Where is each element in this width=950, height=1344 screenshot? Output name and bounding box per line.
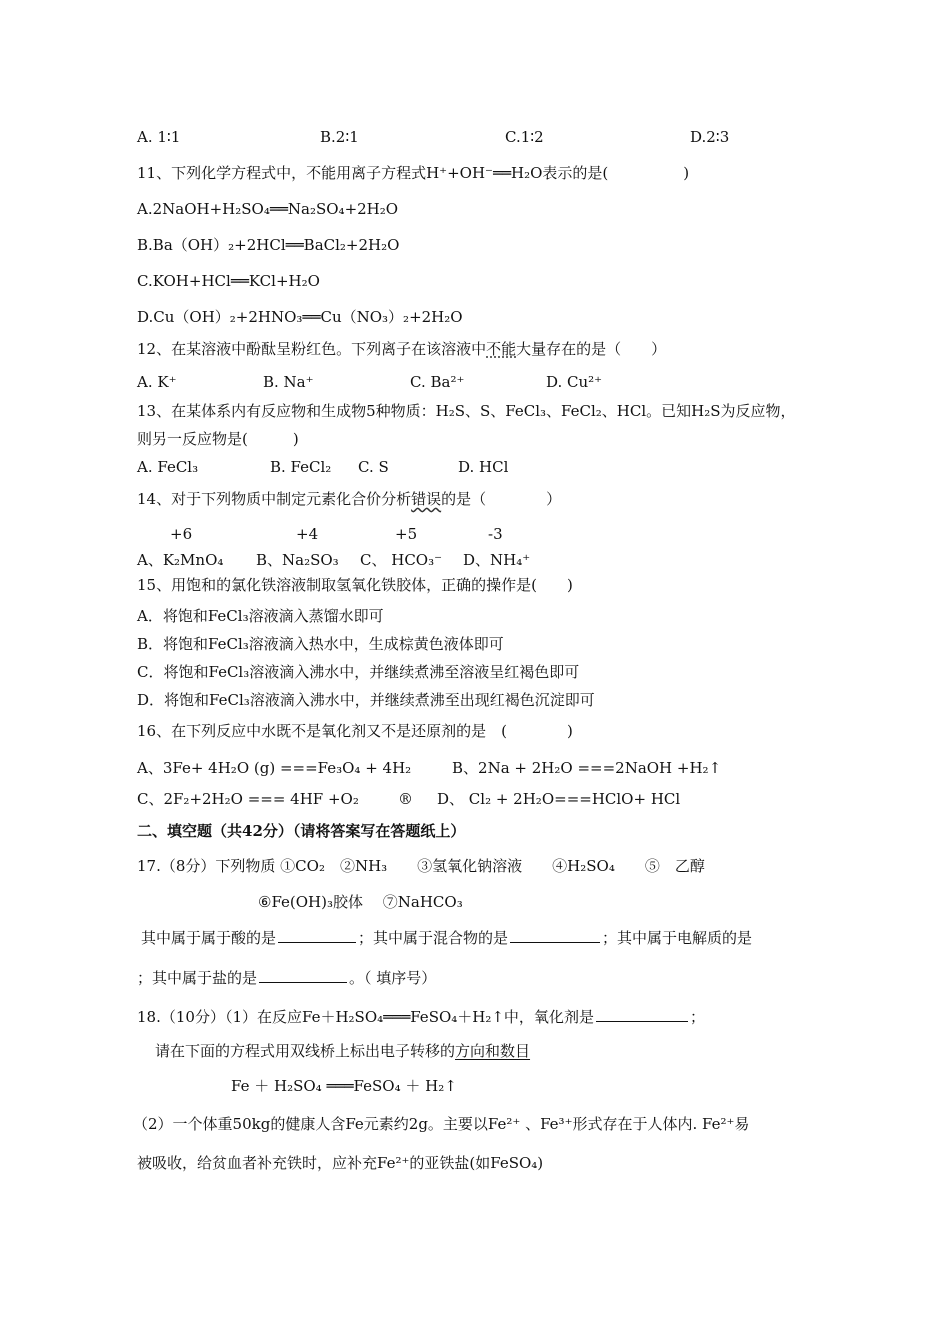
q13-option-d: D. HCl bbox=[458, 458, 509, 476]
q15-option-a: A．将饱和FeCl₃溶液滴入蒸馏水即可 bbox=[137, 607, 384, 625]
q14-stem bbox=[137, 489, 561, 509]
q11-option-d: D.Cu（OH）₂+2HNO₃══Cu（NO₃）₂+2H₂O bbox=[137, 308, 463, 326]
q18-equation: Fe ＋ H₂SO₄ ═══FeSO₄ ＋ H₂↑ bbox=[231, 1077, 457, 1095]
q16-option-a: A、3Fe+ 4H₂O (g) ===Fe₃O₄ + 4H₂ bbox=[137, 759, 412, 777]
q15-option-d: D．将饱和FeCl₃溶液滴入沸水中，并继续煮沸至出现红褐色沉淀即可 bbox=[137, 691, 595, 709]
q12-stem-emphasis: 不能 bbox=[486, 340, 517, 358]
q18-line4: 被吸收，给贫血者补充铁时，应补充Fe²⁺的亚铁盐(如FeSO₄) bbox=[137, 1154, 544, 1172]
q11-option-a: A.2NaOH+H₂SO₄══Na₂SO₄+2H₂O bbox=[137, 200, 399, 218]
q16-stem: 16、在下列反应中水既不是氧化剂又不是还原剂的是 ( ) bbox=[137, 722, 573, 740]
q16-option-c: C、2F₂+2H₂O === 4HF +O₂ bbox=[137, 790, 359, 808]
q18-oxidant-blank[interactable] bbox=[596, 1007, 688, 1022]
q17-mixture-blank[interactable] bbox=[510, 928, 600, 943]
q14-valence-a: +6 bbox=[170, 525, 193, 543]
q17-line1: 17.（8分）下列物质 ①CO₂ ②NH₃ ③氢氧化钠溶液 ④H₂SO₄ ⑤ 乙醇 bbox=[137, 857, 705, 875]
q18-line2 bbox=[155, 1041, 530, 1061]
q12-option-c: C. Ba²⁺ bbox=[410, 373, 465, 391]
q13-option-b: B. FeCl₂ bbox=[270, 458, 332, 476]
q16-mark: ® bbox=[398, 790, 413, 808]
q18-line2-pre: 请在下面的方程式用双线桥上标出电子转移的 bbox=[155, 1042, 456, 1060]
q13-stem-line1: 13、在某体系内有反应物和生成物5种物质：H₂S、S、FeCl₃、FeCl₂、HCl。已知H₂S为反应物， bbox=[137, 402, 796, 420]
q17-salt-label: ；其中属于盐的是 bbox=[137, 969, 258, 987]
q12-option-d: D. Cu²⁺ bbox=[546, 373, 603, 391]
q14-option-b: B、Na₂SO₃ bbox=[256, 551, 339, 569]
q17-electrolyte-label: ；其中属于电解质的是 bbox=[602, 929, 753, 947]
q17-salt-blank[interactable] bbox=[259, 968, 347, 983]
q18-line3: （2）一个体重50kg的健康人含Fe元素约2g。主要以Fe²⁺ 、Fe³⁺形式存在于人体内. Fe²⁺易 bbox=[133, 1115, 750, 1133]
q12-stem-post: 大量存在的是（ ） bbox=[516, 340, 667, 358]
q18-line1-text: 18.（10分）（1）在反应Fe＋H₂SO₄═══FeSO₄＋H₂↑中，氧化剂是 bbox=[137, 1008, 594, 1026]
q11-stem: 11、下列化学方程式中，不能用离子方程式H⁺+OH⁻══H₂O表示的是( ) bbox=[137, 164, 690, 182]
q14-option-a: A、K₂MnO₄ bbox=[137, 551, 224, 569]
q12-stem bbox=[137, 339, 666, 359]
q10-option-b: B.2∶1 bbox=[320, 128, 359, 146]
q17-mixture-label: ；其中属于混合物的是 bbox=[358, 929, 509, 947]
q17-acid-blank[interactable] bbox=[278, 928, 356, 943]
q14-valence-c: +5 bbox=[395, 525, 418, 543]
q13-option-a: A. FeCl₃ bbox=[137, 458, 199, 476]
q12-stem-pre: 12、在某溶液中酚酞呈粉红色。下列离子在该溶液中 bbox=[137, 340, 487, 358]
q13-option-c: C. S bbox=[358, 458, 389, 476]
q14-stem-post: 的是（ ） bbox=[441, 490, 562, 508]
section2-title: 二、填空题（共42分）（请将答案写在答题纸上） bbox=[137, 822, 466, 840]
q17-line4-end: 。（ 填序号） bbox=[349, 969, 437, 987]
q14-stem-emphasis: 错误 bbox=[411, 490, 442, 508]
q17-line3 bbox=[141, 928, 752, 948]
q14-option-c: C、 HCO₃⁻ bbox=[360, 551, 443, 569]
q13-stem-line2: 则另一反应物是( ) bbox=[137, 430, 299, 448]
q17-acid-label: 其中属于属于酸的是 bbox=[141, 929, 277, 947]
q14-stem-pre: 14、对于下列物质中制定元素化合价分析 bbox=[137, 490, 412, 508]
q10-option-c: C.1∶2 bbox=[505, 128, 544, 146]
q17-line2: ⑥Fe(OH)₃胶体 ⑦NaHCO₃ bbox=[258, 893, 463, 911]
q18-line1-end: ； bbox=[689, 1008, 705, 1026]
q16-option-d: D、 Cl₂ + 2H₂O===HClO+ HCl bbox=[437, 790, 681, 808]
q14-valence-d: -3 bbox=[488, 525, 503, 543]
q10-option-a: A. 1∶1 bbox=[137, 128, 181, 146]
q14-valence-b: +4 bbox=[296, 525, 319, 543]
q12-option-a: A. K⁺ bbox=[137, 373, 177, 391]
q15-option-c: C．将饱和FeCl₃溶液滴入沸水中，并继续煮沸至溶液呈红褐色即可 bbox=[137, 663, 580, 681]
q11-option-b: B.Ba（OH）₂+2HCl══BaCl₂+2H₂O bbox=[137, 236, 400, 254]
q18-line1 bbox=[137, 1007, 705, 1027]
q16-option-b: B、2Na + 2H₂O ===2NaOH +H₂↑ bbox=[452, 759, 722, 777]
q12-option-b: B. Na⁺ bbox=[263, 373, 314, 391]
q11-option-c: C.KOH+HCl══KCl+H₂O bbox=[137, 272, 320, 290]
q14-option-d: D、NH₄⁺ bbox=[463, 551, 531, 569]
q18-line2-emphasis: 方向和数目 bbox=[455, 1042, 531, 1060]
q15-stem: 15、用饱和的氯化铁溶液制取氢氧化铁胶体，正确的操作是( ) bbox=[137, 576, 573, 594]
q17-line4 bbox=[137, 968, 436, 988]
q15-option-b: B．将饱和FeCl₃溶液滴入热水中，生成棕黄色液体即可 bbox=[137, 635, 504, 653]
q10-option-d: D.2∶3 bbox=[690, 128, 730, 146]
